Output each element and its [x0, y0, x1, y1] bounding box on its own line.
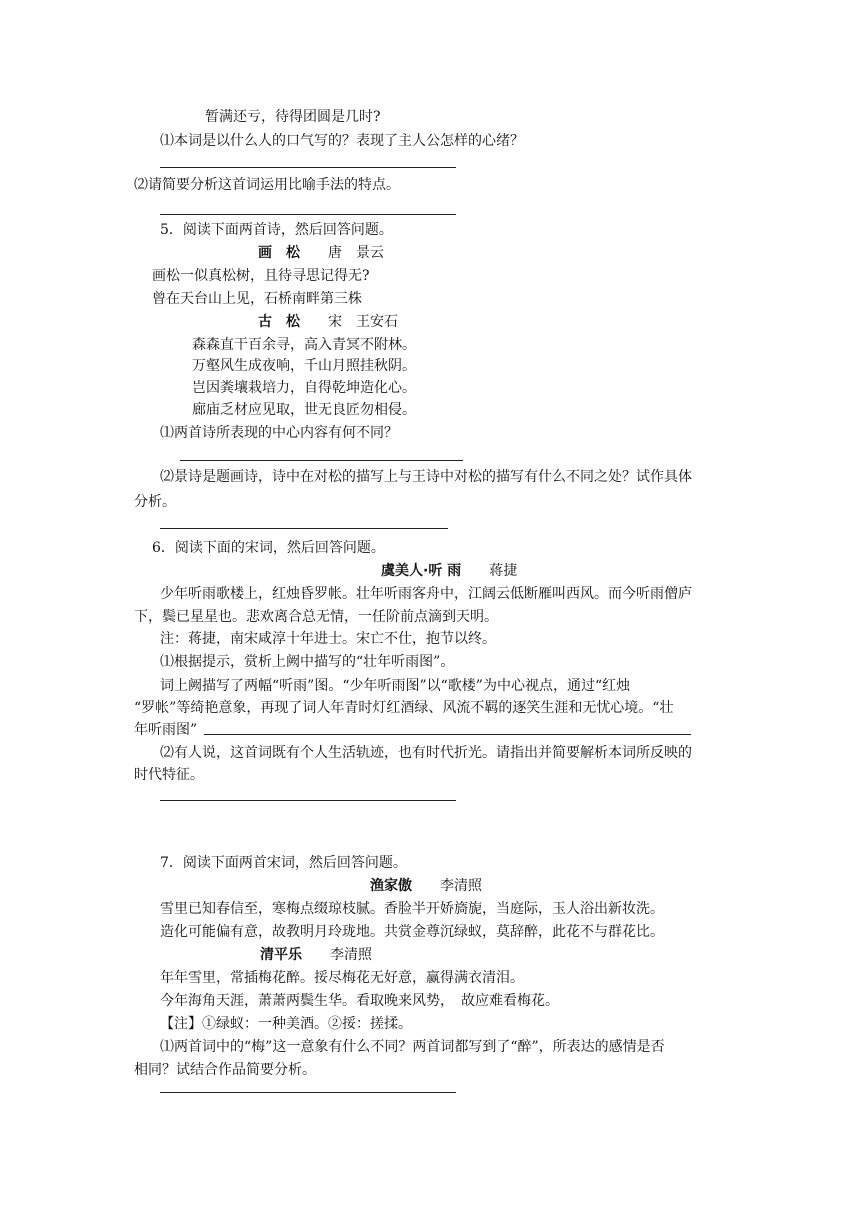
sub-question: 分析。 — [134, 494, 176, 510]
poem-heading — [258, 312, 398, 332]
sub-question: ⑴本词是以什么人的口气写的？表现了主人公怎样的心绪？ — [160, 133, 524, 149]
poem-line: 今年海角天涯，萧萧两鬓生华。看取晚来风势， 故应难看梅花。 — [160, 993, 559, 1009]
answer-line — [160, 214, 456, 215]
poem-line: 曾在天台山上见，石桥南畔第三株 — [152, 291, 362, 307]
sub-question: ⑴两首词中的“梅”这一意象有什么不同？两首词都写到了“醉”，所表达的感情是否 — [160, 1039, 665, 1055]
poem-heading — [381, 561, 517, 581]
poem-author: 宋 王安石 — [328, 314, 398, 330]
sub-question: ⑴根据提示，赏析上阙中描写的“壮年听雨图”。 — [160, 654, 455, 670]
poem-line: 造化可能偏有意，故教明月玲珑地。共赏金尊沉绿蚁，莫辞醉，此花不与群花比。 — [160, 924, 664, 940]
question-intro: 7．阅读下面两首宋词，然后回答问题。 — [160, 855, 407, 871]
poem-line: 暂满还亏，待得团圆是几时? — [205, 109, 381, 125]
poem-line: 岂因粪壤栽培力，自得乾坤造化心。 — [192, 380, 416, 396]
question-intro: 5．阅读下面两首诗，然后回答问题。 — [160, 222, 393, 238]
poem-line: 雪里已知春信至，寒梅点缀琼枝腻。香脸半开娇旖旎，当庭际，玉人浴出新妆洗。 — [160, 901, 664, 917]
sub-question: ⑵请简要分析这首词运用比喻手法的特点。 — [134, 177, 400, 193]
poem-line: 少年听雨歌楼上，红烛昏罗帐。壮年听雨客舟中，江阔云低断雁叫西风。而今听雨僧庐 — [160, 586, 692, 602]
poem-heading — [258, 243, 384, 263]
answer-line — [180, 460, 463, 461]
poem-line: 森森直干百余寻，高入青冥不附林。 — [192, 337, 416, 353]
poem-title: 清平乐 — [260, 947, 302, 963]
poem-author: 唐 景云 — [328, 245, 384, 261]
poem-author: 蒋捷 — [489, 563, 518, 579]
poem-title: 虞美人·听 雨 — [381, 563, 462, 579]
answer-line — [160, 167, 456, 168]
poem-line: 画松一似真松树，且待寻思记得无? — [152, 268, 370, 284]
answer-text: 年听雨图” — [134, 722, 198, 738]
poem-heading — [370, 876, 482, 896]
poem-title: 古 松 — [258, 314, 300, 330]
sub-question: 时代特征。 — [134, 767, 204, 783]
answer-text: 词上阙描写了两幅“听雨”图。“少年听雨图”以“歌楼”为中心视点，通过“红烛 — [160, 678, 631, 694]
poem-title: 渔家傲 — [370, 878, 412, 894]
answer-line — [160, 800, 456, 801]
poem-line: 万壑风生成夜响，千山月照挂秋阴。 — [192, 358, 416, 374]
poem-line: 下，鬓已星星也。悲欢离合总无情，一任阶前点滴到天明。 — [134, 609, 498, 625]
poem-author: 李清照 — [440, 878, 482, 894]
sub-question: ⑵有人说，这首词既有个人生活轨迹，也有时代折光。请指出并简要解析本词所反映的 — [160, 745, 692, 761]
poem-heading — [260, 945, 372, 965]
poem-line: 年年雪里，常插梅花醉。挼尽梅花无好意，赢得满衣清泪。 — [160, 970, 524, 986]
sub-question: ⑴两首诗所表现的中心内容有何不同？ — [160, 425, 398, 441]
answer-line — [204, 734, 691, 735]
answer-line — [160, 528, 448, 529]
poem-author: 李清照 — [330, 947, 372, 963]
sub-question: 相同？试结合作品简要分析。 — [134, 1062, 316, 1078]
poem-line: 廊庙乏材应见取，世无良匠勿相侵。 — [192, 402, 416, 418]
note: 注：蒋捷，南宋咸淳十年进士。宋亡不仕，抱节以终。 — [160, 631, 496, 647]
note: 【注】①绿蚁：一种美酒。②挼：搓揉。 — [160, 1016, 412, 1032]
question-intro: 6．阅读下面的宋词，然后回答问题。 — [152, 540, 385, 556]
answer-text: “罗帐”等绮艳意象，再现了词人年青时灯红酒绿、风流不羁的逐笑生涯和无忧心境。“壮 — [134, 700, 674, 716]
sub-question: ⑵景诗是题画诗，诗中在对松的描写上与王诗中对松的描写有什么不同之处？试作具体 — [160, 469, 692, 485]
poem-title: 画 松 — [258, 245, 300, 261]
answer-line — [160, 1092, 456, 1093]
